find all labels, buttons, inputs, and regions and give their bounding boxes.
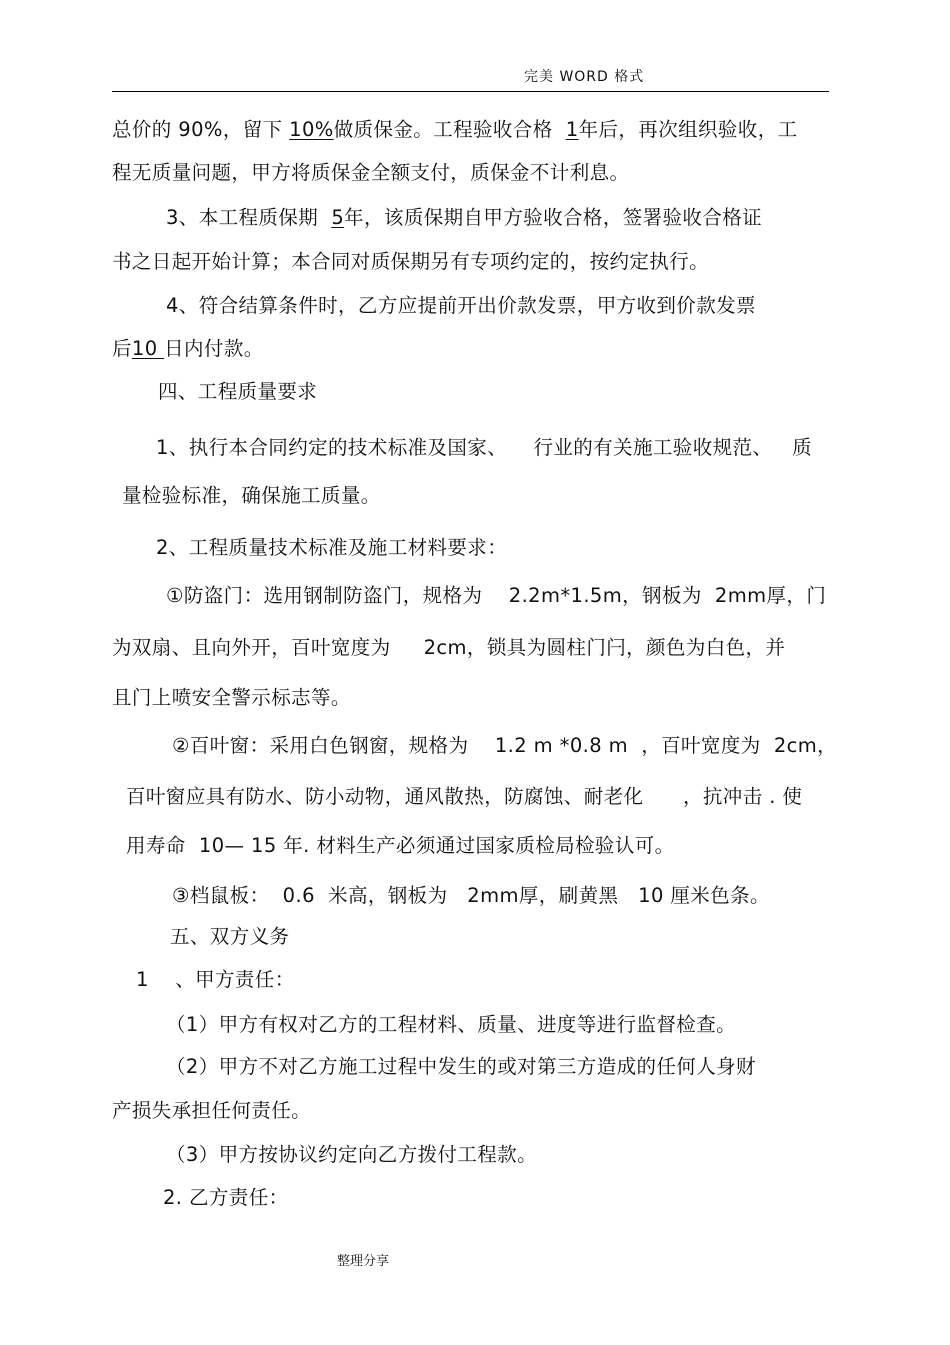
section-heading-4: 四、工程质量要求 <box>158 380 318 403</box>
text-seg: 做质保金。工程验收合格 <box>333 118 566 141</box>
text-line-17: ③档鼠板： 0.6 米高，钢板为 2mm厚，刷黄黑 10 厘米色条。 <box>172 884 770 907</box>
text-seg: 总价的 90%，留下 <box>112 118 290 141</box>
underlined-value: 10% <box>289 118 334 141</box>
text-line-1 <box>112 118 798 142</box>
text-line-16: 用寿命 10— 15 年. 材料生产必须通过国家质检局检验认可。 <box>126 834 675 857</box>
text-line-11: ①防盗门：选用钢制防盗门，规格为 2.2m*1.5m，钢板为 2mm厚，门 <box>166 584 827 607</box>
text-line-5: 4、符合结算条件时，乙方应提前开出价款发票，甲方收到价款发票 <box>166 294 756 317</box>
text-line-2: 程无质量问题，甲方将质保金全额支付，质保金不计利息。 <box>112 161 630 184</box>
header-text: 完美 WORD 格式 <box>524 69 645 85</box>
text-line-15: 百叶窗应具有防水、防小动物，通风散热，防腐蚀、耐老化 ，抗冲击 . 使 <box>126 785 803 808</box>
underlined-value: 5 <box>331 206 345 229</box>
page-header <box>0 66 950 84</box>
text-line-14: ②百叶窗：采用白色钢窗，规格为 1.2 m *0.8 m ，百叶宽度为 2cm， <box>172 734 838 757</box>
text-seg: 年后，再次组织验收，工 <box>578 118 798 141</box>
header-rule <box>112 91 829 92</box>
page-footer: 整理分享 <box>337 1254 390 1269</box>
section-heading-5: 五、双方义务 <box>170 925 290 948</box>
text-line-23: （3）甲方按协议约定向乙方拨付工程款。 <box>166 1143 538 1166</box>
text-line-21: （2）甲方不对乙方施工过程中发生的或对第三方造成的任何人身财 <box>166 1055 756 1078</box>
text-seg: 后 <box>112 337 132 360</box>
text-seg: 年，该质保期自甲方验收合格，签署验收合格证 <box>344 206 763 229</box>
text-line-13: 且门上喷安全警示标志等。 <box>112 686 351 709</box>
text-line-10: 2、工程质量技术标准及施工材料要求： <box>156 536 508 559</box>
text-line-22: 产损失承担任何责任。 <box>112 1099 312 1122</box>
text-line-24: 2. 乙方责任： <box>163 1186 289 1209</box>
text-line-9: 量检验标准，确保施工质量。 <box>122 484 381 507</box>
text-line-12: 为双扇、且向外开，百叶宽度为 2cm，锁具为圆柱门闩，颜色为白色，并 <box>112 636 786 659</box>
text-line-8: 1、执行本合同约定的技术标准及国家、 行业的有关施工验收规范、 质 <box>156 436 812 459</box>
text-line-6 <box>112 337 264 361</box>
text-line-19: 1 、甲方责任： <box>136 968 295 991</box>
underlined-value: 1 <box>565 118 579 141</box>
text-seg: 日内付款。 <box>164 337 264 360</box>
underlined-value: 10 <box>131 337 165 360</box>
text-seg: 3、本工程质保期 <box>166 206 332 229</box>
text-line-3 <box>166 206 762 230</box>
text-line-20: （1）甲方有权对乙方的工程材料、质量、进度等进行监督检查。 <box>166 1013 737 1036</box>
text-line-4: 书之日起开始计算；本合同对质保期另有专项约定的，按约定执行。 <box>112 250 710 273</box>
